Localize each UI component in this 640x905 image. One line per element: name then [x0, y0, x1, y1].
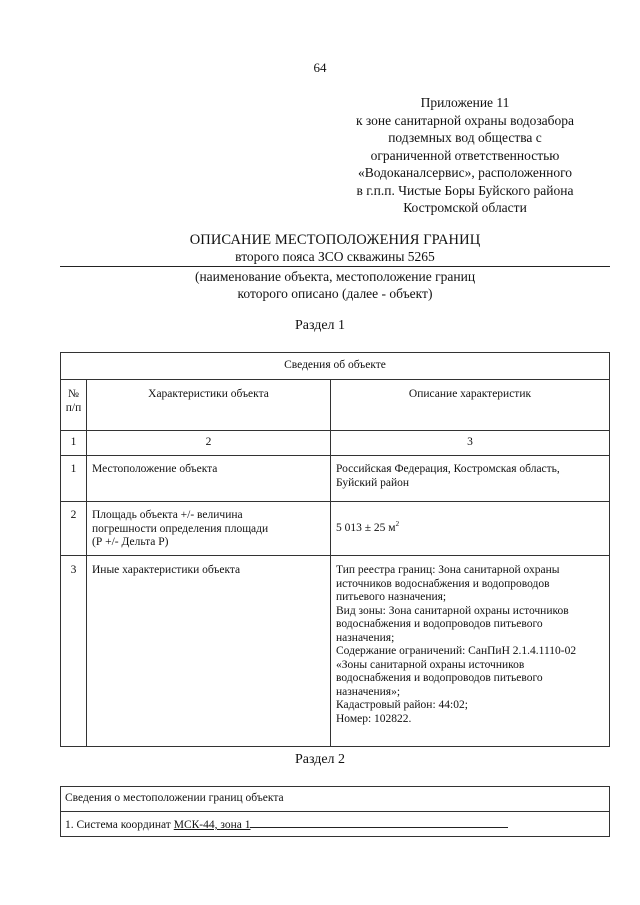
- row-description: [331, 456, 610, 502]
- col-number: 3: [331, 431, 610, 456]
- table-row: [61, 556, 610, 747]
- coordinate-system-value: МСК-44, зона 1: [173, 818, 251, 831]
- location-table-title: Сведения о местоположении границ объекта: [61, 787, 610, 812]
- row-characteristic-line: Местоположение объекта: [92, 463, 218, 475]
- row-num: 1: [61, 456, 87, 502]
- col-header-characteristic: Характеристики объекта: [87, 380, 331, 431]
- caption-line: (наименование объекта, местоположение границ: [194, 269, 476, 284]
- fill-blank-line: [250, 816, 508, 828]
- row-description-line: Номер: 102822.: [336, 712, 412, 725]
- page-number: 64: [313, 60, 327, 75]
- row-description-line: назначения»;: [336, 685, 401, 698]
- row-characteristic-line: Площадь объекта +/- величина: [92, 509, 243, 521]
- title-underline: [60, 266, 610, 267]
- appendix-block: [300, 94, 630, 217]
- col-header-num-line: п/п: [65, 401, 82, 414]
- row-description-line: питьевого назначения;: [336, 591, 447, 603]
- col-number: 2: [87, 431, 331, 456]
- row-num: 2: [61, 502, 87, 556]
- row-characteristic: [87, 502, 331, 556]
- col-header-description: Описание характеристик: [331, 380, 610, 431]
- document-subtitle: второго пояса ЗСО скважины 5265: [235, 249, 435, 264]
- document-title: ОПИСАНИЕ МЕСТОПОЛОЖЕНИЯ ГРАНИЦ: [189, 232, 481, 248]
- row-description-line: Вид зоны: Зона санитарной охраны источников: [336, 604, 569, 617]
- object-info-table: [60, 352, 610, 747]
- row-description-line: источников водоснабжения и водопроводов: [336, 577, 550, 590]
- row-description-line: Кадастровый район: 44:02;: [336, 699, 468, 711]
- section2-heading: Раздел 2: [294, 752, 346, 767]
- caption-line: которого описано (далее - объект): [237, 286, 433, 301]
- row-description: [331, 556, 610, 747]
- row-description-line: Российская Федерация, Костромская область,: [336, 463, 560, 475]
- row-num: 3: [61, 556, 87, 747]
- section1-heading: Раздел 1: [294, 318, 346, 333]
- col-header-num: [61, 380, 87, 431]
- title-caption: [60, 268, 610, 302]
- coordinate-system-row: [61, 812, 610, 837]
- row-description: [331, 502, 610, 556]
- row-description-line: Буйский район: [336, 476, 410, 489]
- row-characteristic-line: погрешности определения площади: [92, 522, 269, 535]
- appendix-line: ограниченной ответственностью: [370, 147, 560, 163]
- appendix-line: Костромской области: [403, 200, 527, 215]
- row-characteristic: [87, 556, 331, 747]
- table-row: [61, 502, 610, 556]
- appendix-line: к зоне санитарной охраны водозабора: [355, 112, 575, 128]
- coordinate-system-label: 1. Система координат: [65, 818, 174, 831]
- row-description-line: Содержание ограничений: СанПиН 2.1.4.1110-02: [336, 645, 577, 657]
- row-description-line: водоснабжения и водопроводов питьевого: [336, 672, 543, 684]
- table-row: [61, 456, 610, 502]
- row-description-line: «Зоны санитарной охраны источников: [336, 658, 525, 671]
- appendix-line: в г.п.п. Чистые Боры Буйского района: [356, 182, 574, 198]
- table-title: Сведения об объекте: [61, 353, 610, 380]
- location-info-table: [60, 786, 610, 837]
- appendix-line: подземных вод общества с: [388, 130, 542, 145]
- area-value: 5 013 ± 25 м: [336, 521, 396, 534]
- row-characteristic-line: (Р +/- Дельта Р): [92, 536, 169, 548]
- col-header-num-line: №: [68, 388, 79, 400]
- appendix-line: «Водоканалсервис», расположенного: [357, 165, 573, 180]
- row-description-line: Тип реестра границ: Зона санитарной охраны: [336, 564, 560, 576]
- row-characteristic-line: Иные характеристики объекта: [92, 564, 241, 576]
- row-characteristic: [87, 456, 331, 502]
- row-description-line: назначения;: [336, 631, 395, 644]
- appendix-line: Приложение 11: [420, 95, 510, 110]
- area-unit-power: 2: [395, 519, 400, 528]
- col-number: 1: [61, 431, 87, 456]
- row-description-line: водоснабжения и водопроводов питьевого: [336, 618, 543, 630]
